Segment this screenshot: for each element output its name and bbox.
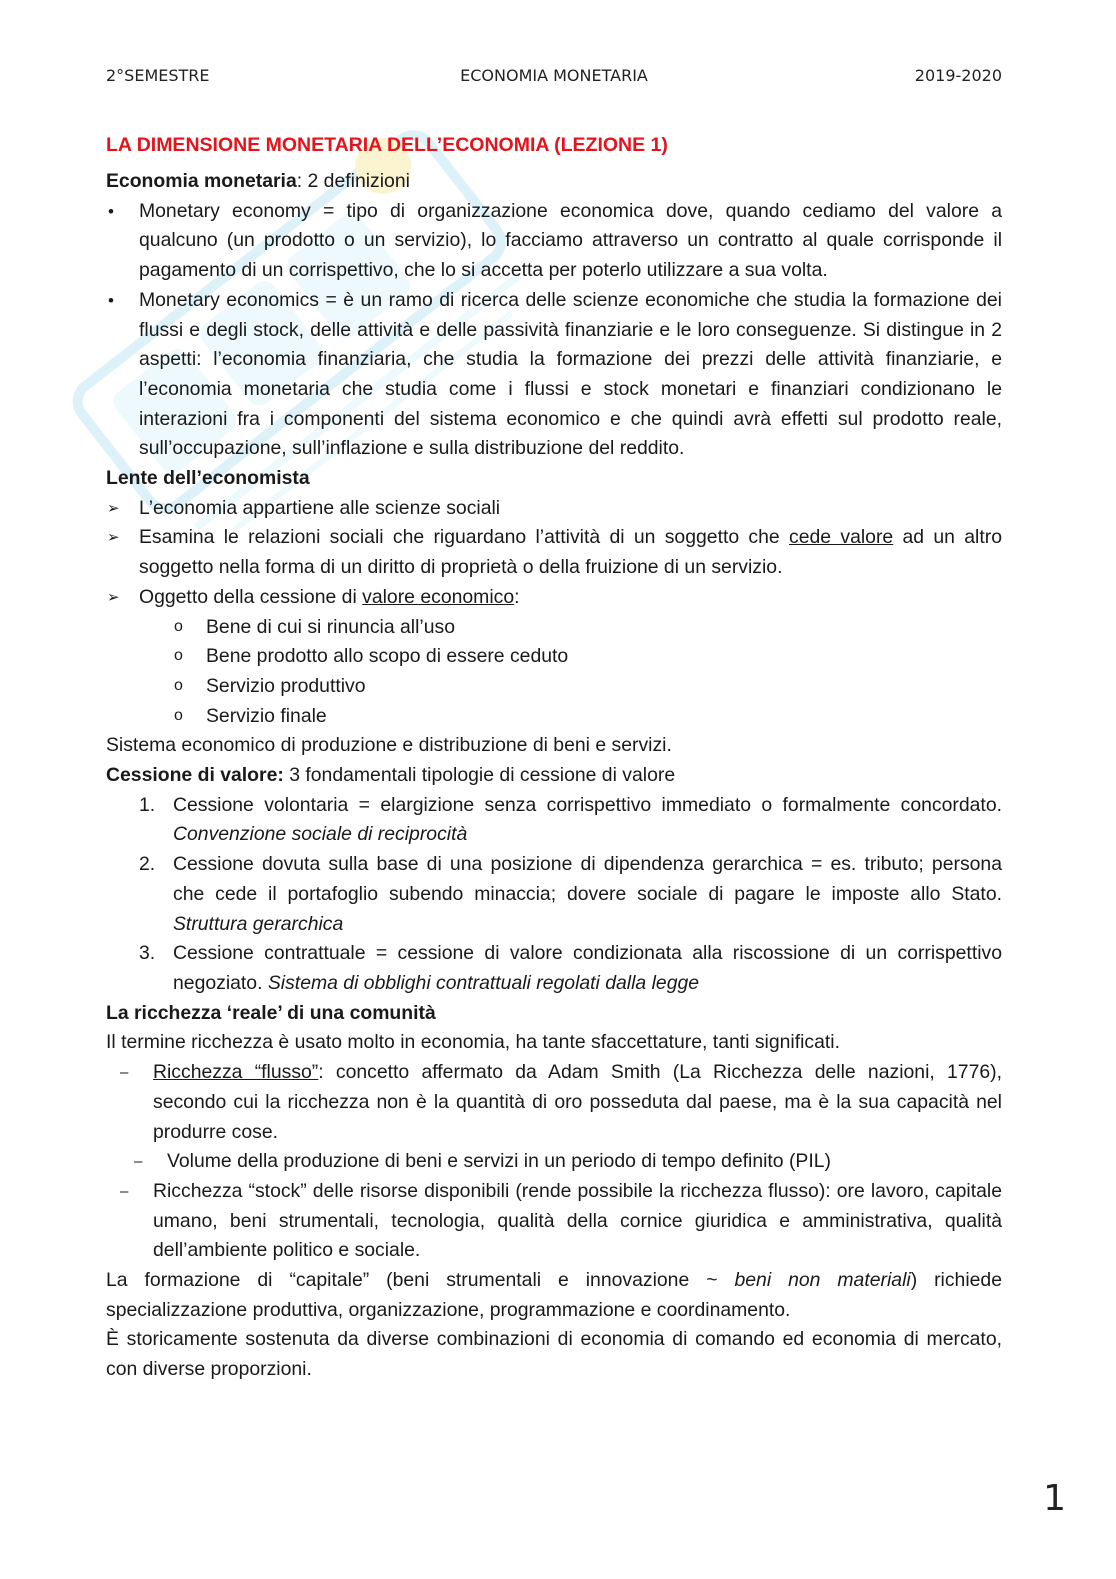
- header-semester: 2°SEMESTRE: [106, 66, 210, 85]
- list-item: o Bene prodotto allo scopo di essere ceduto: [106, 642, 1002, 672]
- page-header: [106, 66, 1002, 92]
- list-item: – Ricchezza “flusso”: concetto affermato da Adam Smith (La Ricchezza delle nazioni, 1776), secondo cui la ricchezza non è la quantità di oro posseduta dal paese, ma è la sua capacità nel produrre cose.: [106, 1058, 1002, 1147]
- list-item: 1. Cessione volontaria = elargizione senza corrispettivo immediato o formalmente concordato. Convenzione sociale di reciprocità: [139, 793, 1002, 846]
- section-ricchezza-heading: La ricchezza ‘reale’ di una comunità: [106, 1001, 436, 1024]
- numbered-list: [106, 791, 1002, 999]
- list-item: 3. Cessione contrattuale = cessione di valore condizionata alla riscossione di un corrispettivo negoziato. Sistema di obblighi contrattuali regolati dalla legge: [139, 942, 1002, 994]
- list-item: – Volume della produzione di beni e servizi in un periodo di tempo definito (PIL): [106, 1147, 1002, 1177]
- section-cessione-heading: Cessione di valore: 3 fondamentali tipologie di cessione di valore: [106, 764, 676, 787]
- list-item: • Monetary economics = è un ramo di ricerca delle scienze economiche che studia la formazione dei flussi e degli stock, delle attività e delle passività finanziarie e le loro conseguenze. Si distingue in 2 aspetti: l’economia finanziaria, che studia la formazione dei prezzi delle attività finanziarie, e l’economia monetaria che studia come i flussi e stock monetari e finanziari condizionano le interazioni fra i componenti del sistema economico e che quindi avrà effetti sul prodotto reale, sull’occupazione, sull’inflazione e sulla distribuzione del reddito.: [106, 286, 1002, 464]
- dash-list: [106, 1058, 1002, 1266]
- section-lente-heading: Lente dell’economista: [106, 467, 310, 490]
- document-body: [106, 130, 1002, 1385]
- header-year: 2019-2020: [914, 66, 1002, 85]
- list-item: ➢ L’economia appartiene alle scienze sociali: [106, 494, 1002, 524]
- list-item: o Servizio produttivo: [106, 672, 1002, 702]
- paragraph: Il termine ricchezza è usato molto in economia, ha tante sfaccettature, tanti significati.: [106, 1031, 840, 1054]
- section-economia-monetaria-heading: Economia monetaria: 2 definizioni: [106, 170, 410, 192]
- header-course: ECONOMIA MONETARIA: [460, 66, 648, 85]
- list-item: ➢ Esamina le relazioni sociali che riguardano l’attività di un soggetto che cede valore ad un altro soggetto nella forma di un diritto di proprietà o della fruizione di un servizio.: [106, 523, 1002, 582]
- definitions-list: [106, 197, 1002, 464]
- list-item: ➢ Oggetto della cessione di valore economico:: [106, 583, 1002, 613]
- list-item: • Monetary economy = tipo di organizzazione economica dove, quando cediamo del valore a qualcuno (un prodotto o un servizio), lo facciamo attraverso un contratto al quale corrisponde il pagamento di un corrispettivo, che lo si accetta per poterlo utilizzare a sua volta.: [106, 197, 1002, 286]
- list-item: 2. Cessione dovuta sulla base di una posizione di dipendenza gerarchica = es. tributo; persona che cede il portafoglio subendo minaccia; dovere sociale di pagare le imposte allo Stato. Struttura gerarchica: [139, 853, 1002, 935]
- page-title: LA DIMENSIONE MONETARIA DELL’ECONOMIA (LEZIONE 1): [106, 134, 668, 156]
- page-number: 1: [1043, 1478, 1066, 1519]
- list-item: – Ricchezza “stock” delle risorse disponibili (rende possibile la ricchezza flusso): ore lavoro, capitale umano, beni strumentali, tecnologia, qualità della cornice giuridica e amministrativa, qualità dell’ambiente politico e sociale.: [106, 1177, 1002, 1266]
- list-item: o Bene di cui si rinuncia all’uso: [106, 613, 1002, 643]
- sub-list: [106, 613, 1002, 732]
- paragraph: È storicamente sostenuta da diverse combinazioni di economia di comando ed economia di mercato, con diverse proporzioni.: [106, 1328, 1002, 1381]
- arrow-list: [106, 494, 1002, 613]
- paragraph: Sistema economico di produzione e distribuzione di beni e servizi.: [106, 734, 672, 757]
- list-item: o Servizio finale: [106, 702, 1002, 732]
- paragraph: La formazione di “capitale” (beni strumentali e innovazione ~ beni non materiali) richiede specializzazione produttiva, organizzazione, programmazione e coordinamento.: [106, 1269, 1003, 1321]
